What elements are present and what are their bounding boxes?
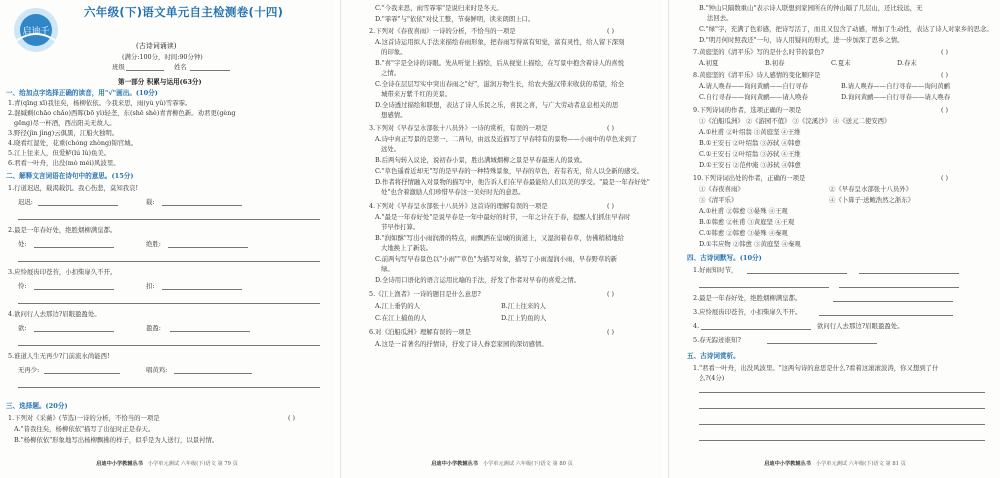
q3-option-a-1: A.诗中真正写景的是第一、二两句，由远及近描写了早春特有的景物——小雨中的草色来到了 xyxy=(375,135,638,143)
q8-stem: 8.黄庭坚的《清平乐》诗人感情的变化顺序是 xyxy=(693,71,821,79)
s5-question-1: 1."君看一叶舟，出没风波里。"这两句诗的意思是什么?看着这滚滚波涛，你又想到了什 xyxy=(693,364,939,372)
s2-word-9: 无再少: xyxy=(18,366,40,374)
q8-option-b: B.请人唤春——自行寻春——询问黄鹂 xyxy=(841,82,950,90)
q2-answer-paren[interactable]: ( ) xyxy=(607,27,615,35)
s3-option-b: B."杨柳依依"形象地写出杨柳飘拂的样子，似乎是为人送行，以景衬情。 xyxy=(14,436,219,444)
page-footer xyxy=(669,460,1000,467)
s2-word-6: 扣: xyxy=(146,282,155,290)
qidi-logo-icon xyxy=(6,4,66,56)
s2-answer-3[interactable] xyxy=(34,247,114,248)
footer-brand: 启迪中小学教辅丛书 xyxy=(96,461,143,467)
q9-stem: 9.下列诗词的作者，选项正确的一项是 xyxy=(693,106,802,114)
q5-option-b: B.江上往来的人 xyxy=(501,302,547,310)
q5-stem: 5.《江上渔者》一诗的题目是什么意思? xyxy=(369,290,481,298)
q2-option-d-1: D.全诗透过描绘和联想，表达了诗人乐民之乐，喜民之喜，与广大劳动者息息相关的思 xyxy=(375,101,619,109)
q2-option-a-1: A.这首诗运用拟人手法来描绘春雨形象，把春雨写得富有知觉，富有灵性，给人留下深刻 xyxy=(375,38,625,46)
s4-answer-4[interactable] xyxy=(701,329,811,330)
s2-answer-10[interactable] xyxy=(174,373,252,374)
s4-line-2: 2.最是一年春好处，绝胜烟柳满皇都。 xyxy=(693,294,802,302)
q10-item-3: ③《清平乐》 xyxy=(699,196,738,204)
s4-answer-1b[interactable] xyxy=(859,273,959,274)
s2-answer-1[interactable] xyxy=(38,205,118,206)
q3-option-b: B.后两句转入议论，说初春小景，胜出满城烟柳之景是早春最迷人的景致。 xyxy=(375,156,587,164)
q2-stem: 2.下列对《春夜喜雨》一诗的分析，不恰当的一项是 xyxy=(369,27,516,35)
p2-line-1: C."今我来思，雨雪霏霏"是说归来时是冬天。 xyxy=(375,4,503,12)
s1-line-1: 1.青(qīng xī)我往矣，杨柳依依。今我来思，雨(yù yǔ)雪霏霏。 xyxy=(8,99,192,107)
s5-question-1b: 么?(4分) xyxy=(699,374,725,382)
page-subtitle: (古诗词诵读) xyxy=(136,42,177,50)
s2-word-4: 绝胜: xyxy=(146,240,161,248)
q2-option-a-2: 的印象。 xyxy=(381,48,407,56)
s4-answer-2[interactable] xyxy=(833,301,953,302)
score-time-info: (满分:100分，时间:90分钟) xyxy=(122,53,203,61)
section-3-title: 三、选择题。(20分) xyxy=(6,402,68,410)
s4-answer-1a[interactable] xyxy=(747,273,847,274)
q10-item-1: ①《春夜喜雨》 xyxy=(699,185,744,193)
q4-answer-paren[interactable]: ( ) xyxy=(607,202,615,210)
s2-line-1: 1.行道迟迟，载渴载饥。我心伤悲，莫知我哀! xyxy=(8,184,139,192)
s1-line-6: 5.江上往来人，但爱鲈(lú lǔ)鱼美。 xyxy=(8,149,111,157)
s4-line-4: 4. xyxy=(693,322,700,330)
q4-option-c-2: 绿。 xyxy=(381,265,394,273)
s3-answer-paren[interactable]: ( ) xyxy=(288,414,296,422)
q7-option-c: C.夏末 xyxy=(831,59,851,67)
s2-answer-7[interactable] xyxy=(34,331,114,332)
s2-answer-9[interactable] xyxy=(44,373,120,374)
q9-option-c: C.①王安石 ②叶绍翁 ③苏轼 ④王维 xyxy=(699,150,801,158)
s2-line-3: 3.应怜屐齿印苍苔，小扣柴扉久不开。 xyxy=(8,268,117,276)
page-80 xyxy=(340,0,663,478)
section-4-title: 四、古诗词默写。(10分) xyxy=(687,254,762,262)
s3-question-1: 1.下列对《采薇》(节选)一诗的分析，不恰当的一项是 xyxy=(8,414,160,422)
s4-line-4b: 欲问行人去那边?眉眼盈盈处。 xyxy=(817,322,904,330)
s1-line-3: gēng)尽一杯酒，西出阳关无故人。 xyxy=(14,119,116,127)
q7-option-a: A.初夏 xyxy=(699,59,719,67)
q2-option-c-1: C.全诗在层层写实中突出春雨之"好"，滋润万物生长，给农夫强汉带来收获的希望，给全 xyxy=(375,80,625,88)
s4-line-1: 1.好雨知时节， xyxy=(693,266,738,274)
s4-line-5: 5.春无踪迹谁知? xyxy=(693,336,741,344)
s4-answer-1c[interactable] xyxy=(699,287,829,288)
page-footer xyxy=(0,460,334,467)
s2-word-5: 怜: xyxy=(18,282,27,290)
page-81 xyxy=(668,0,1000,478)
s4-answer-5[interactable] xyxy=(767,343,877,344)
q5-answer-paren[interactable]: ( ) xyxy=(607,290,615,298)
q9-option-d: D.①王安石 ②范仲淹 ③苏轼 ④韩愈 xyxy=(699,161,801,169)
q6-option-a: A.这是一首著名的抒情诗，抒发了诗人眷恋家园的深切感情。 xyxy=(375,340,548,348)
q4-option-d: D.全诗用口语化的语言运用比喻的手法，抒发了作者对早春的喜爱之情。 xyxy=(375,276,581,284)
p3-line-4: D."明月何时照我还"一句，诗人用疑问的形式，进一步加深了思乡之情。 xyxy=(699,36,904,44)
s2-word-10: 唱黄鸡: xyxy=(146,366,168,374)
class-label: 班级 xyxy=(112,63,125,71)
p3-line-3: C."绿"字，充满了色彩感，把诗写活了，而且又包含了动感，增加了生动性，表达了诗人对家乡的思念。 xyxy=(699,25,993,33)
q8-option-a: A.请人唤春——询问黄鹂——自行寻春 xyxy=(699,82,808,90)
q10-item-4: ④《卜算子·送鲍浩然之浙东》 xyxy=(829,196,915,204)
q4-option-b-2: 大地换上了新装。 xyxy=(381,244,433,252)
p3-line-2: 法回去。 xyxy=(707,14,733,22)
q8-answer-paren[interactable]: ( ) xyxy=(941,71,949,79)
s2-answer-line-1[interactable] xyxy=(18,219,320,220)
s2-word-2: 载: xyxy=(146,198,155,206)
p3-line-1: B."钟山只隔数重山"表示诗人联想到家园所在的钟山隔了几层山，还比较远，无 xyxy=(699,4,923,12)
s2-word-3: 处: xyxy=(18,240,27,248)
s4-line-3: 3.应怜屐齿印苍苔，小扣柴扉久不开。 xyxy=(693,308,802,316)
s2-answer-4[interactable] xyxy=(168,247,248,248)
q5-option-a: A.江上垂钓的人 xyxy=(375,302,420,310)
s1-line-2: 2.混缄剩(chāo chǎo)西晖(bō yì)轻垄，东(shē shè)青青柳色新。劝君更(gèng xyxy=(8,109,236,117)
q7-stem: 7.黄庭坚的《清平乐》写的是什么时节的景色? xyxy=(693,48,824,56)
q3-option-a-2: 远处。 xyxy=(381,145,401,153)
s2-line-4: 4.欲问行人去那边?眉眼盈盈处。 xyxy=(8,310,101,318)
s5-answer-line-3[interactable] xyxy=(699,424,985,425)
q9-answer-paren[interactable]: ( ) xyxy=(941,106,949,114)
q4-option-c-1: C.前两句写早春景色以"小雨""草色"为描写对象，描写了小雨湿润小雨，早春野草的新 xyxy=(375,255,618,263)
s2-word-8: 盈盈: xyxy=(146,324,161,332)
s2-answer-line-2[interactable] xyxy=(18,261,320,262)
footer-page-info: 小学单元测试 六年级(下)语文 第 79 页 xyxy=(147,461,238,467)
section-5-title: 五、古诗词赏析。 xyxy=(687,352,740,360)
q9-option-b: B.①王安石 ②叶绍翁 ③苏轼 ④韩愈 xyxy=(699,139,801,147)
q2-option-b-2: 之情。 xyxy=(381,69,401,77)
section-2-title: 二、解释文言词语在诗句中的意思。(15分) xyxy=(6,172,134,180)
footer-brand: 启迪中小学教辅丛书 xyxy=(431,461,478,467)
q4-stem: 4.下列对《早春呈水部张十八员外》这首诗的理解有误的一项是 xyxy=(369,202,548,210)
s2-word-7: 欲: xyxy=(18,324,27,332)
s2-word-1: 迟迟: xyxy=(18,198,33,206)
q5-option-d: D.江上钓鱼的人 xyxy=(501,314,547,322)
q10-option-d: D.①韦应物 ②韩愈 ③黄庭坚 ④秦观 xyxy=(699,240,801,248)
s2-answer-2[interactable] xyxy=(162,205,242,206)
s5-answer-line-2[interactable] xyxy=(699,408,985,409)
footer-page-info: 小学单元测试 六年级(下)语文 第 80 页 xyxy=(482,461,573,467)
q5-option-c: C.在江上捕鱼的人 xyxy=(375,314,427,322)
q8-option-d: D.询问黄鹂——自行寻春——请人唤春 xyxy=(841,93,951,101)
footer-brand: 启迪中小学教辅丛书 xyxy=(764,461,811,467)
class-field[interactable] xyxy=(126,70,164,71)
s1-line-7: 6.君看一叶舟，出没(mò méi)风波里。 xyxy=(8,159,120,167)
q7-option-b: B.初春 xyxy=(765,59,785,67)
s2-answer-line-4[interactable] xyxy=(18,345,320,346)
q3-stem: 3.下列对《早春呈水部张十八员外》一诗的赏析，有误的一项是 xyxy=(369,124,548,132)
q6-stem: 6.对《泊船瓜洲》理解有误的一项是 xyxy=(369,328,471,336)
s4-answer-1d[interactable] xyxy=(839,287,959,288)
q4-option-a-1: A."最是一年春好处"是说早春是一年中最好的时节，一年之计在于春，提醒人们抓住早春时 xyxy=(375,213,631,221)
q7-answer-paren[interactable]: ( ) xyxy=(941,48,949,56)
s2-answer-line-3[interactable] xyxy=(18,303,320,304)
q2-option-c-2: 城带来万紫千红的美景。 xyxy=(381,90,452,98)
q3-answer-paren[interactable]: ( ) xyxy=(607,124,615,132)
q7-option-d: D.春末 xyxy=(897,59,917,67)
q9-option-a: A.①杜甫 ②叶绍翁 ③黄庭坚 ④王维 xyxy=(699,128,801,136)
logo-text: 启迪千 xyxy=(22,27,50,37)
q3-option-c-1: C."草色遥看近却无"写的是早春的一种特殊景象，早春的草色，若有若无，给人以全新的感受。 xyxy=(375,167,644,175)
q10-option-b: B.①韩愈 ②杜甫 ③黄庭坚 ④王观 xyxy=(699,218,795,226)
name-field[interactable] xyxy=(190,70,230,71)
s2-answer-line-5[interactable] xyxy=(18,387,320,388)
q9-items: ①《泊船瓜洲》 ②《游园不值》 ③《浣溪沙》 ④《送元二使安西》 xyxy=(699,117,891,125)
q10-item-2: ②《早春呈水部张十八员外》 xyxy=(829,185,913,193)
q4-option-b-1: B."润如酥"写出小雨润滑的特点，雨飘洒在皇城的街道上，又湿润着春草，仿佛稍稍地给 xyxy=(375,234,625,242)
s1-line-5: 4.晓看红湿处，花重(chóng zhòng)锦官城。 xyxy=(8,139,138,147)
q3-option-d-1: D.作者将抒情融入对景物的描写中，他告诉人们在早春最能给人们以美的享受。"最是一年春好处" xyxy=(375,178,650,186)
q10-stem: 10.下列诗词出处的作者，正确的一项是 xyxy=(693,174,806,182)
q3-option-d-2: 处"也含着激励人们珍惜早春这一美好时光的意思。 xyxy=(381,188,525,196)
s2-line-5: 5.谁道人生无再少?门前流水尚能西! xyxy=(8,352,110,360)
q8-option-c: C.自行寻春——询问黄鹂——请人唤春 xyxy=(699,93,808,101)
q4-option-a-2: 节早作打算。 xyxy=(381,223,420,231)
s2-answer-5[interactable] xyxy=(34,289,114,290)
s2-answer-6[interactable] xyxy=(162,289,242,290)
part-heading: 第一部分 积累与运用(63分) xyxy=(118,78,202,86)
page-79 xyxy=(0,0,334,478)
page-footer xyxy=(341,460,663,467)
s3-option-a: A."昔我往矣，杨柳依依"描写了出征时正是春天。 xyxy=(14,425,155,433)
q2-option-d-2: 想感情。 xyxy=(381,111,407,119)
page-title: 六年级(下)语文单元自主检测卷(十四) xyxy=(84,5,284,19)
q10-option-c: C.①韩愈 ②韩愈 ③晏殊 ④秦观 xyxy=(699,229,788,237)
s2-answer-8[interactable] xyxy=(170,331,250,332)
name-label: 姓名 xyxy=(174,63,187,71)
s4-answer-3[interactable] xyxy=(819,315,953,316)
footer-page-info: 小学单元测试 六年级(下)语文 第 81 页 xyxy=(815,461,906,467)
s5-answer-line-1[interactable] xyxy=(699,392,985,393)
q6-answer-paren[interactable]: ( ) xyxy=(607,328,615,336)
s5-answer-line-4[interactable] xyxy=(699,440,985,441)
s2-line-2: 2.最是一年春好处，绝胜烟柳满皇都。 xyxy=(8,226,117,234)
p2-line-2: D."霏霏"与"依依"对仗工整，节奏鲜明，读来朗朗上口。 xyxy=(375,15,535,23)
q10-option-a: A.①杜甫 ②韩愈 ③晏殊 ④王观 xyxy=(699,207,788,215)
q2-option-b-1: B."喜"字是全诗的诗眼。先从听觉上描绘，后从视觉上描绘，在写景中抱含着诗人的喜悦 xyxy=(375,59,625,67)
section-1-title: 一、给加点字选择正确的读音，用"√"画出。(10分) xyxy=(6,89,158,97)
q10-answer-paren[interactable]: ( ) xyxy=(941,174,949,182)
s1-line-4: 3.野径(jìn jìng)云俱黑，江船火独明。 xyxy=(8,129,119,137)
